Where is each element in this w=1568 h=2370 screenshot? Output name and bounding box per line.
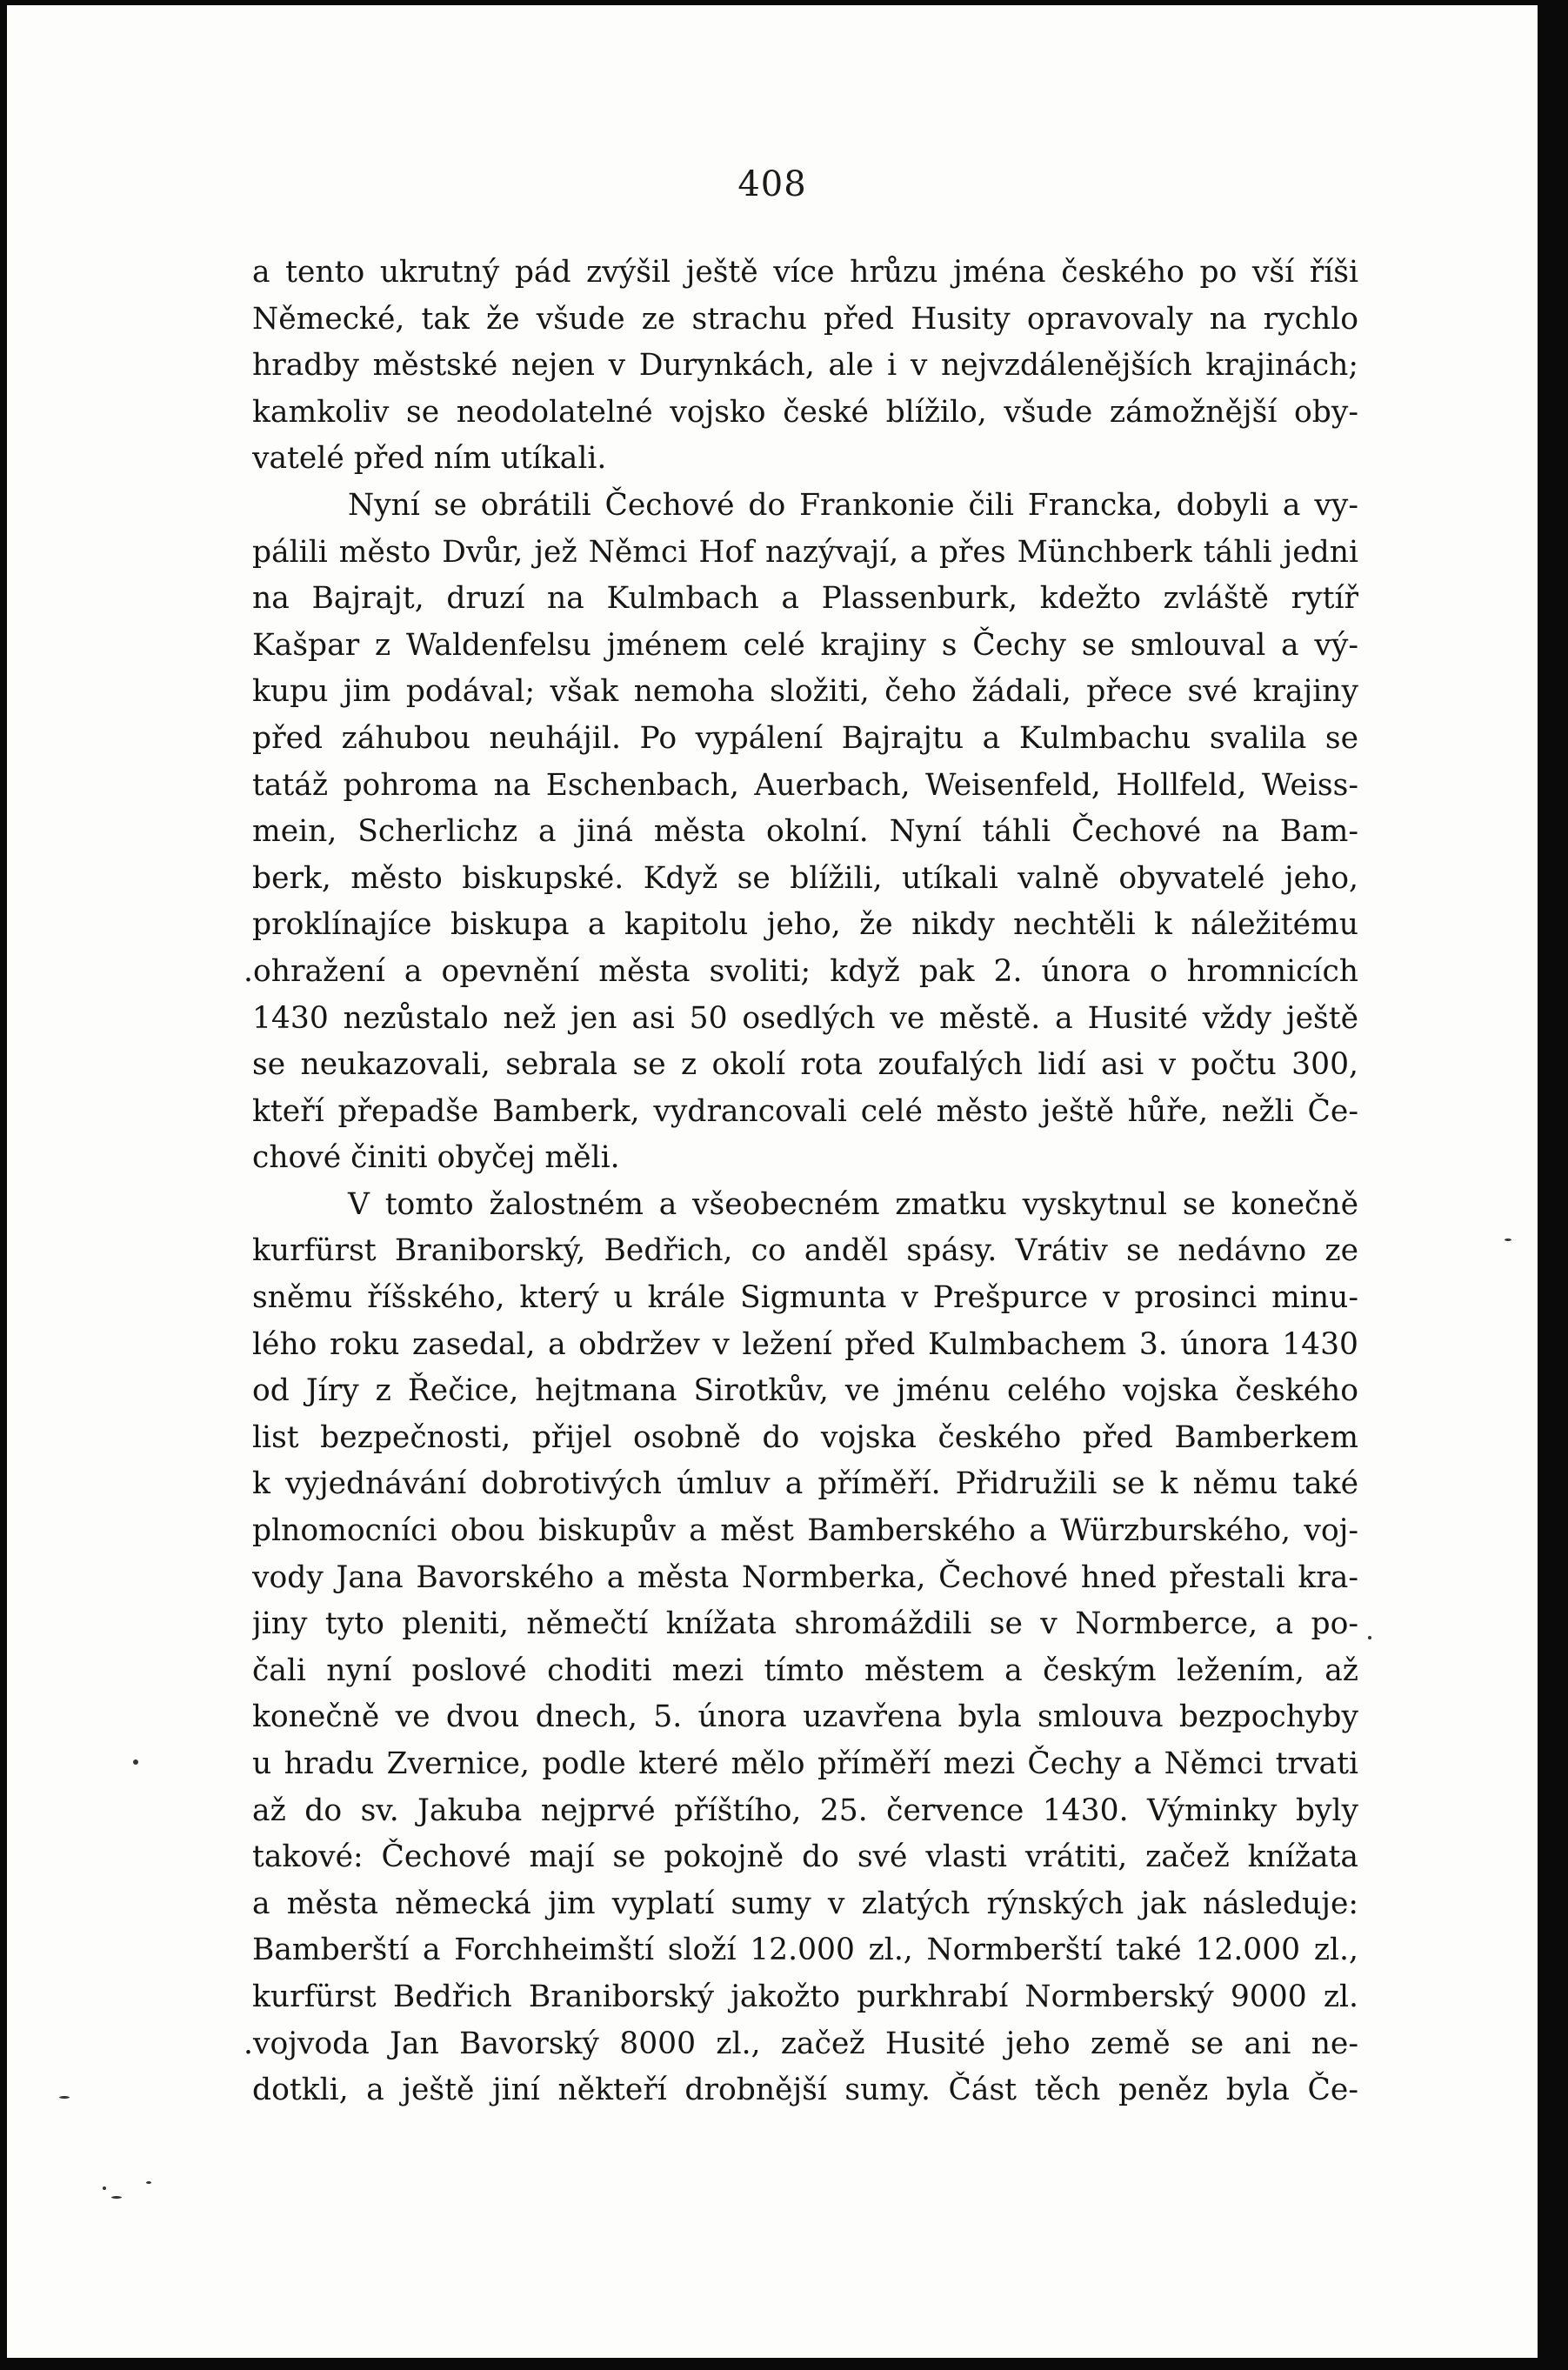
text-line: u hradu Zvernice, podle které mělo příměří mezi Čechy a Němci trvati bbox=[252, 1746, 1358, 1781]
text-line: čali nyní poslové choditi mezi tímto městem a českým ležením, až bbox=[252, 1652, 1358, 1688]
text-line: konečně ve dvou dnech, 5. února uzavřena byla smlouva bezpochyby bbox=[252, 1699, 1358, 1735]
text-line: 1430 nezůstalo než jen asi 50 osedlých ve městě. a Husité vždy ještě bbox=[252, 1000, 1358, 1036]
text-line: sněmu říšského, který u krále Sigmunta v Prešpurce v prosinci minu- bbox=[252, 1280, 1358, 1316]
text-line: pálili město Dvůr, jež Němci Hof nazývají, a přes Münchberk táhli jedni bbox=[252, 534, 1358, 570]
text-line: V tomto žalostném a všeobecném zmatku vyskytnul se konečně bbox=[348, 1186, 1358, 1222]
text-line: tatáž pohroma na Eschenbach, Auerbach, Weisenfeld, Hollfeld, Weiss- bbox=[252, 767, 1358, 803]
text-line: lého roku zasedal, a obdržev v ležení před Kulmbachem 3. února 1430 bbox=[252, 1326, 1358, 1362]
text-line: se neukazovali, sebrala se z okolí rota zoufalých lidí asi v počtu 300, bbox=[252, 1047, 1358, 1083]
text-line: kteří přepadše Bamberk, vydrancovali celé město ještě hůře, nežli Če- bbox=[252, 1093, 1358, 1129]
text-line: proklínajíce biskupa a kapitolu jeho, že nikdy nechtěli k náležitému bbox=[252, 907, 1358, 943]
scan-speck bbox=[133, 1759, 138, 1765]
text-line: a tento ukrutný pád zvýšil ještě více hrůzu jména českého po vší říši bbox=[252, 255, 1358, 290]
text-line: jiny tyto pleniti, němečtí knížata shromáždili se v Normberce, a po- bbox=[252, 1606, 1358, 1642]
text-line: na Bajrajt, druzí na Kulmbach a Plassenburk, kdežto zvláště rytíř bbox=[252, 581, 1358, 617]
text-line: .vojvoda Jan Bavorský 8000 zl., začež Husité jeho země se ani ne- bbox=[244, 2026, 1358, 2061]
text-line: od Jíry z Řečice, hejtmana Sirotkův, ve jménu celého vojska českého bbox=[252, 1373, 1358, 1409]
text-line: Bamberští a Forchheimští složí 12.000 zl., Normberští také 12.000 zl., bbox=[252, 1933, 1358, 1968]
body-text bbox=[244, 250, 1358, 2114]
text-line: takové: Čechové mají se pokojně do své vlasti vrátiti, začež knížata bbox=[252, 1839, 1358, 1875]
scan-speck bbox=[103, 2186, 106, 2190]
text-line: kupu jim podával; však nemoha složiti, čeho žádali, přece své krajiny bbox=[252, 674, 1358, 710]
text-line: hradby městské nejen v Durynkách, ale i v nejvzdálenějších krajinách; bbox=[252, 348, 1358, 384]
text-line: vatelé před ním utíkali. bbox=[252, 441, 607, 477]
scan-speck bbox=[59, 2096, 70, 2099]
text-line: .ohražení a opevnění města svoliti; když pak 2. února o hromnicích bbox=[244, 953, 1358, 989]
text-line: chové činiti obyčej měli. bbox=[252, 1140, 620, 1176]
text-line: vody Jana Bavorského a města Normberka, Čechové hned přestali kra- bbox=[252, 1559, 1358, 1595]
page-number: 408 bbox=[737, 164, 807, 204]
scan-speck bbox=[111, 2196, 122, 2199]
text-line: dotkli, a ještě jiní někteří drobnější sumy. Část těch peněz byla Če- bbox=[252, 2073, 1358, 2108]
book-page bbox=[7, 5, 1538, 2358]
scan-speck bbox=[146, 2181, 151, 2184]
text-line: Kašpar z Waldenfelsu jménem celé krajiny s Čechy se smlouval a vý- bbox=[252, 627, 1358, 663]
text-line: Nyní se obrátili Čechové do Frankonie čili Francka, dobyli a vy- bbox=[348, 487, 1358, 523]
text-line: až do sv. Jakuba nejprvé příštího, 25. července 1430. Výminky byly bbox=[252, 1793, 1358, 1828]
text-line: před záhubou neuhájil. Po vypálení Bajrajtu a Kulmbachu svalila se bbox=[252, 720, 1358, 756]
text-line: list bezpečnosti, přijel osobně do vojska českého před Bamberkem bbox=[252, 1419, 1358, 1455]
scan-border bbox=[1541, 0, 1568, 2370]
text-line: plnomocníci obou biskupův a měst Bamberského a Würzburského, voj- bbox=[252, 1513, 1358, 1549]
text-line: berk, město biskupské. Když se blížili, utíkali valně obyvatelé jeho, bbox=[252, 860, 1358, 896]
text-line: mein, Scherlichz a jiná města okolní. Nyní táhli Čechové na Bam- bbox=[252, 814, 1358, 850]
text-line: k vyjednávání dobrotivých úmluv a příměří. Přidružili se k němu také bbox=[252, 1466, 1358, 1502]
text-line: kamkoliv se neodolatelné vojsko české blížilo, všude zámožnější oby- bbox=[252, 394, 1358, 430]
text-line: kurfürst Bedřich Braniborský jakožto purkhrabí Normberský 9000 zl. bbox=[252, 1979, 1358, 2014]
text-line: Německé, tak že všude ze strachu před Husity opravovaly na rychlo bbox=[252, 301, 1358, 337]
text-line: a města německá jim vyplatí sumy v zlatých rýnských jak následuje: bbox=[252, 1886, 1358, 1921]
scan-speck bbox=[1368, 1636, 1371, 1639]
scan-speck bbox=[1505, 1238, 1511, 1241]
text-line: kurfürst Braniborský, Bedřich, co anděl spásy. Vrátiv se nedávno ze bbox=[252, 1233, 1358, 1269]
